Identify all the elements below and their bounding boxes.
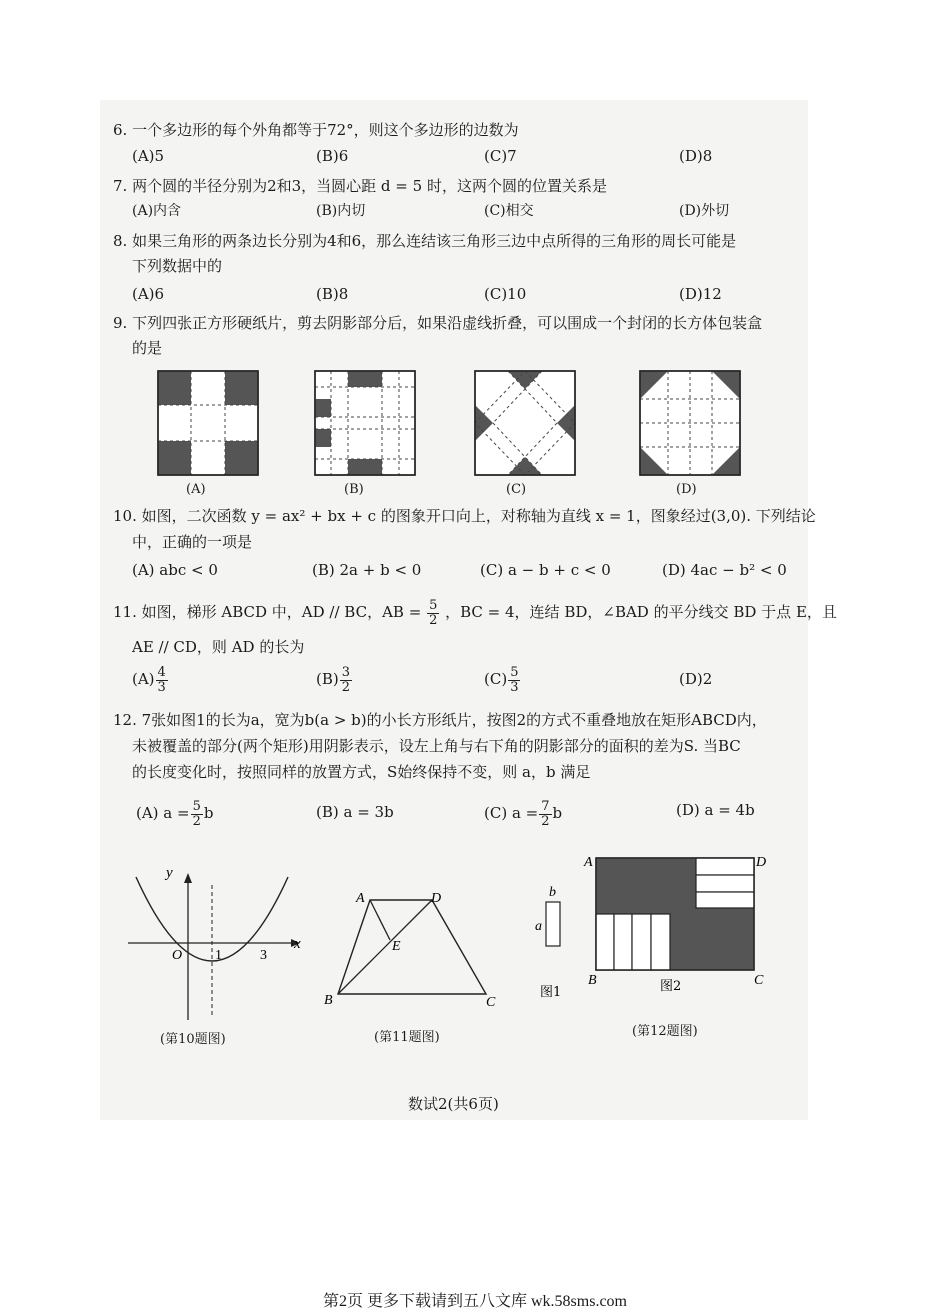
q11-caption: (第11题图) xyxy=(374,1030,440,1045)
q10-stem-line1: 10. 如图，二次函数 y = ax² + bx + c 的图象开口向上，对称轴为直线 x = 1，图象经过(3,0). 下列结论 xyxy=(113,507,816,525)
q11-stem-line2: AE // CD，则 AD 的长为 xyxy=(132,638,305,656)
point-a-label: A xyxy=(356,891,365,906)
q8-option-b: (B)8 xyxy=(316,285,349,303)
q11-option-b-den: 2 xyxy=(341,679,351,695)
q6-option-b: (B)6 xyxy=(316,147,349,165)
q11-ab-num: 5 xyxy=(429,597,438,613)
q8-stem-line1: 8. 如果三角形的两条边长分别为4和6，那么连结该三角形三边中点所得的三角形的周长可能是 xyxy=(113,232,737,250)
trapezoid-outline xyxy=(338,900,486,994)
point-b-label: B xyxy=(324,993,333,1008)
q7-stem: 7. 两个圆的半径分别为2和3，当圆心距 d = 5 时，这两个圆的位置关系是 xyxy=(113,177,607,195)
y-axis-label: y xyxy=(166,865,173,881)
q12-stem-line3: 的长度变化时，按照同样的放置方式，S始终保持不变，则 a，b 满足 xyxy=(132,763,591,781)
point-d-label: D xyxy=(431,891,442,906)
q11-option-b-num: 3 xyxy=(341,664,351,680)
fig1-small-rectangle xyxy=(546,902,560,946)
q12-option-c-den: 2 xyxy=(541,813,550,829)
q10-option-a: (A) abc < 0 xyxy=(132,561,218,579)
q7-option-a: (A)内含 xyxy=(132,203,182,219)
q6-option-d: (D)8 xyxy=(679,147,713,165)
q11-stem-part2: ，BC = 4，连结 BD，∠BAD 的平分线交 BD 于点 E，且 xyxy=(445,603,837,621)
x-axis-label: x xyxy=(294,936,301,952)
q9-label-d: (D) xyxy=(676,482,697,497)
q12-option-c xyxy=(484,797,562,829)
q12-stem-line2: 未被覆盖的部分(两个矩形)用阴影表示，设左上角与右下角的阴影部分的面积的差为S. 当BC xyxy=(132,737,741,755)
q12-rectangles-figure xyxy=(530,850,775,1010)
q10-caption: (第10题图) xyxy=(160,1032,226,1047)
q8-option-d: (D)12 xyxy=(679,285,722,303)
q11-option-a-den: 3 xyxy=(157,679,166,695)
q12-option-a-pre: (A) a = xyxy=(136,804,190,822)
q9-label-b: (B) xyxy=(344,482,364,497)
q8-stem-line2: 下列数据中的 xyxy=(132,257,223,275)
q11-option-c xyxy=(484,664,521,695)
q9-figure-d xyxy=(638,369,742,479)
point-e-label: E xyxy=(392,939,401,954)
q11-ab-fraction xyxy=(427,599,439,628)
q10-stem-line2: 中，正确的一项是 xyxy=(132,533,253,551)
q12-option-d: (D) a = 4b xyxy=(676,801,755,819)
q9-stem-line1: 9. 下列四张正方形硬纸片，剪去阴影部分后，如果沿虚线折叠，可以围成一个封闭的长方体包装盒 xyxy=(113,314,763,332)
q12-option-c-num: 7 xyxy=(541,798,550,814)
q11-option-c-den: 3 xyxy=(510,679,519,695)
segment-ae xyxy=(370,900,390,940)
q12-option-c-pre: (C) a = xyxy=(484,804,539,822)
q11-option-a-label: (A) xyxy=(132,670,155,688)
page-footer: 数试2(共6页) xyxy=(408,1095,499,1113)
q9-figure-c xyxy=(473,369,577,479)
q9-figure-a xyxy=(156,369,260,479)
q11-trapezoid-figure xyxy=(318,888,508,1010)
q7-option-b: (B)内切 xyxy=(316,203,366,219)
q12-option-b: (B) a = 3b xyxy=(316,803,394,821)
q12-option-a-num: 5 xyxy=(192,798,201,814)
q9-label-c: (C) xyxy=(506,482,527,497)
q8-option-c: (C)10 xyxy=(484,285,527,303)
q10-option-b: (B) 2a + b < 0 xyxy=(312,561,422,579)
q8-option-a: (A)6 xyxy=(132,285,165,303)
y-axis-arrow-icon xyxy=(184,873,192,883)
q12-option-a xyxy=(136,797,213,829)
q12-option-a-post: b xyxy=(203,804,214,822)
q11-option-b xyxy=(316,664,353,695)
q11-option-c-label: (C) xyxy=(484,670,508,688)
fig2-point-c-label: C xyxy=(754,973,764,988)
q11-option-a-num: 4 xyxy=(157,664,166,680)
q10-option-c: (C) a − b + c < 0 xyxy=(480,561,611,579)
shaded-top-left xyxy=(596,858,696,914)
q12-option-a-den: 2 xyxy=(192,813,201,829)
tick-label-3: 3 xyxy=(260,948,267,963)
fig2-point-a-label: A xyxy=(584,855,593,870)
q9-figure-b xyxy=(313,369,417,479)
q9-label-a: (A) xyxy=(186,482,206,497)
segment-bd xyxy=(338,900,432,994)
q11-option-c-num: 5 xyxy=(510,664,519,680)
q12-option-c-post: b xyxy=(552,804,563,822)
fig1-b-label: b xyxy=(549,885,556,900)
q12-stem-line1: 12. 7张如图1的长为a，宽为b(a > b)的小长方形纸片，按图2的方式不重叠地放在矩形ABCD内， xyxy=(113,711,767,729)
q9-stem-line2: 的是 xyxy=(132,339,163,357)
q11-option-b-label: (B) xyxy=(316,670,339,688)
q11-option-d: (D)2 xyxy=(679,670,713,688)
q11-stem-line1 xyxy=(113,597,837,628)
fig1-a-label: a xyxy=(535,919,542,934)
fig2-point-d-label: D xyxy=(756,855,767,870)
point-c-label: C xyxy=(486,995,496,1010)
q6-stem: 6. 一个多边形的每个外角都等于72°，则这个多边形的边数为 xyxy=(113,121,519,139)
q7-option-c: (C)相交 xyxy=(484,203,534,219)
q11-option-a xyxy=(132,664,169,695)
download-note: 第2页 更多下载请到五八文库 wk.58sms.com xyxy=(322,1293,627,1310)
q6-option-a: (A)5 xyxy=(132,147,165,165)
q7-option-d: (D)外切 xyxy=(679,203,730,219)
tick-label-1: 1 xyxy=(215,948,222,963)
q6-option-c: (C)7 xyxy=(484,147,517,165)
q12-caption: (第12题图) xyxy=(632,1024,698,1039)
origin-label: O xyxy=(172,948,183,963)
q10-parabola-figure xyxy=(120,855,310,1025)
fig1-caption: 图1 xyxy=(540,985,562,1000)
shaded-bottom-right xyxy=(670,908,754,970)
fig2-caption: 图2 xyxy=(660,979,682,994)
q10-option-d: (D) 4ac − b² < 0 xyxy=(662,561,787,579)
q11-ab-den: 2 xyxy=(429,612,438,628)
q11-stem-part1: 11. 如图，梯形 ABCD 中，AD // BC，AB = xyxy=(113,603,422,621)
fig2-point-b-label: B xyxy=(588,973,597,988)
